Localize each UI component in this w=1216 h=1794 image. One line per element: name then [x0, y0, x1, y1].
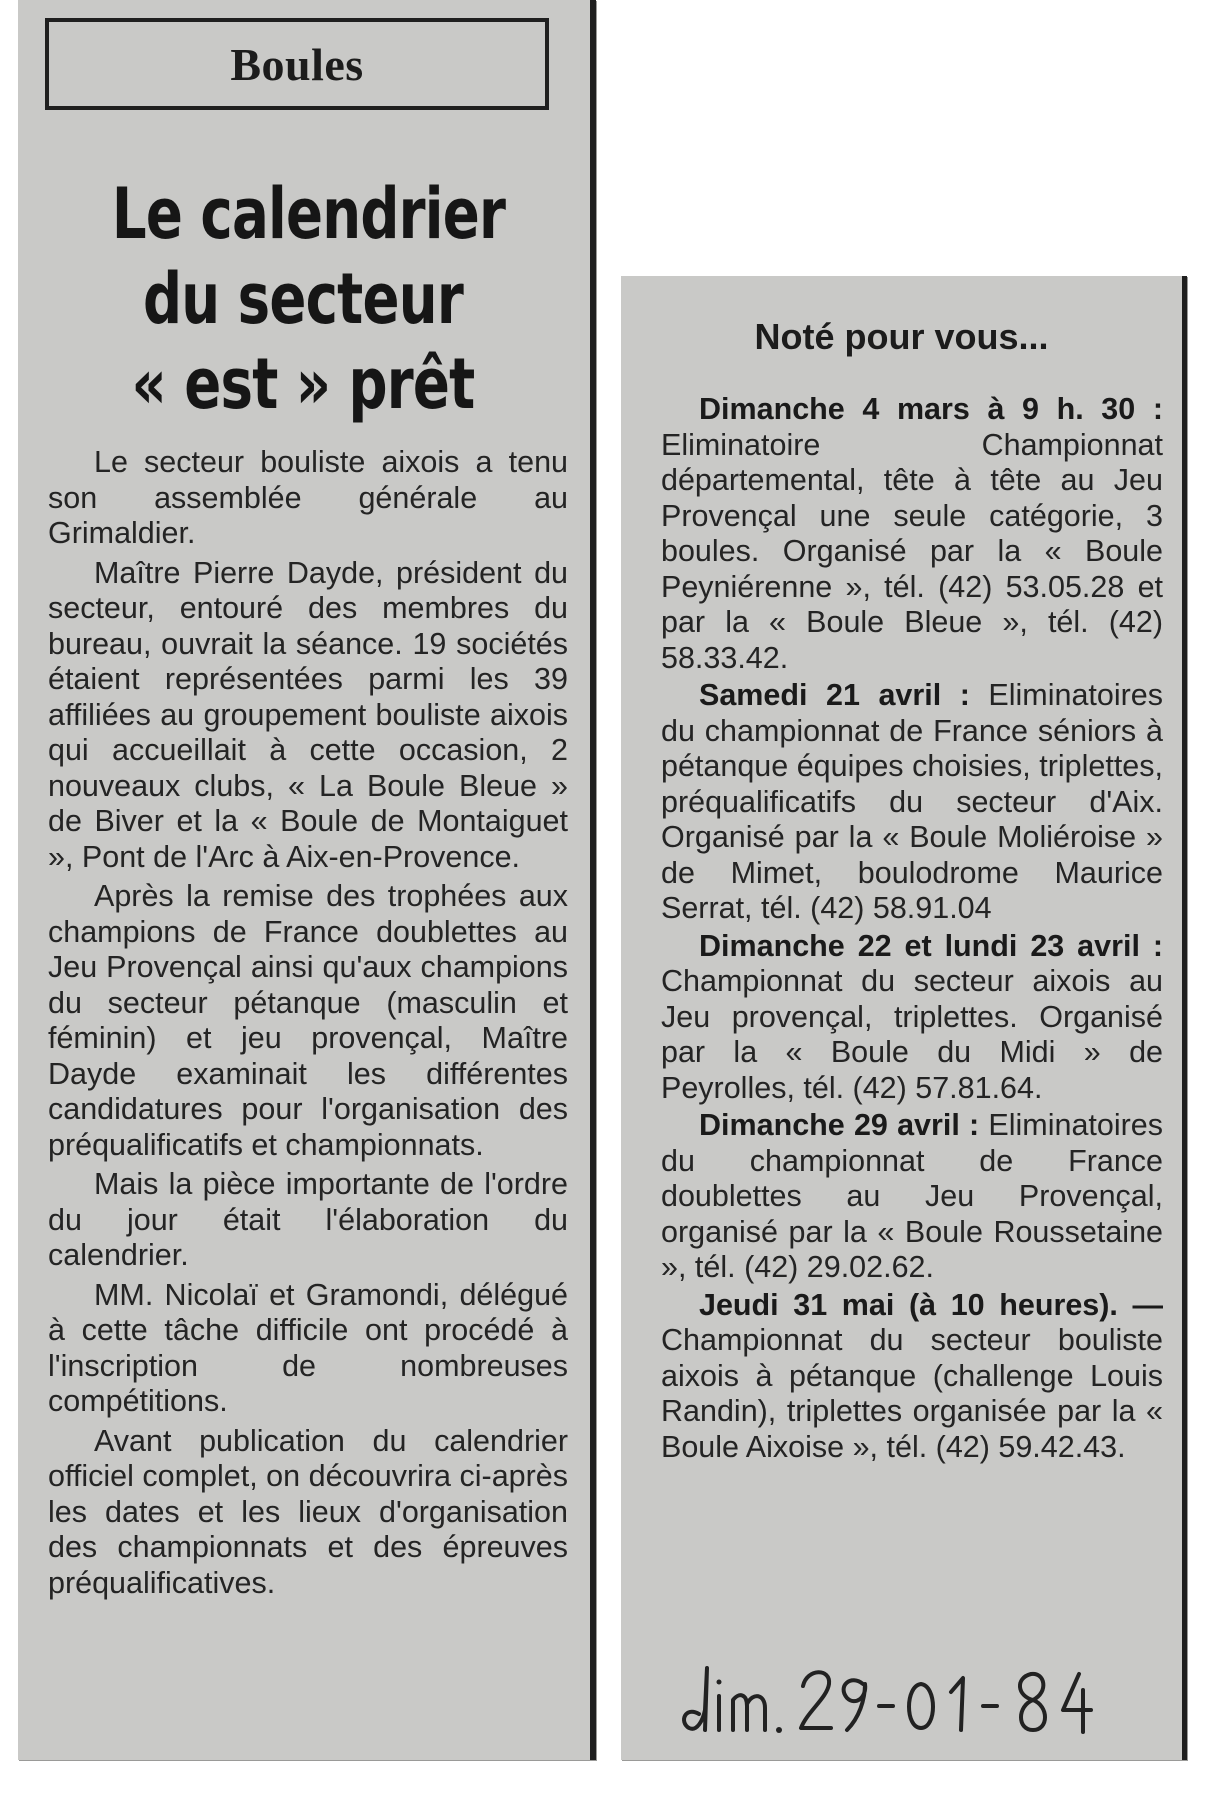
- article-paragraph: Le secteur bouliste aixois a tenu son assemblée générale au Grimaldier.: [48, 445, 568, 550]
- headline-line: Le calendrier: [111, 173, 506, 255]
- rubric-box: [45, 18, 549, 110]
- article-paragraph: Maître Pierre Dayde, président du secteur, entouré des membres du bureau, ouvrait la séance. 19 sociétés étaient représentées parmi les 39 affiliées au groupement bouliste aixois qui accueillait à cette occasion, 2 nouveaux clubs, « La Boule Bleue » de Biver et la « Boule de Montaiguet », Pont de l'Arc à Aix-en-Provence.: [48, 555, 568, 874]
- column-rule: [1182, 276, 1187, 1760]
- calendar-list: [661, 392, 1163, 1467]
- headline-line: du secteur: [143, 258, 463, 340]
- entry-text: Championnat du secteur aixois au Jeu provençal, triplettes. Organisé par la « Boule du Midi » de Peyrolles, tél. (42) 57.81.64.: [661, 964, 1163, 1105]
- entry-date: Dimanche 4 mars à 9 h. 30 :: [699, 392, 1163, 426]
- left-clipping: [18, 0, 596, 1760]
- entry-text: Eliminatoire Championnat départemental, tête à tête au Jeu Provençal une seule catégorie, 3 boules. Organisé par la « Boule Peyniérenne », tél. (42) 53.05.28 et par la « Boule Bleue », tél. (42) 58.33.42.: [661, 427, 1163, 675]
- calendar-entry: [661, 392, 1163, 676]
- entry-text: Eliminatoires du championnat de France doublettes au Jeu Provençal, organisé par la « Boule Roussetaine », tél. (42) 29.02.62.: [661, 1108, 1163, 1284]
- handwritten-date-annotation: [671, 1644, 1141, 1744]
- entry-date: Samedi 21 avril :: [699, 678, 970, 712]
- section-title: Noté pour vous...: [754, 316, 1049, 357]
- entry-text: Eliminatoires du championnat de France séniors à pétanque équipes choisies, triplettes, préqualificatifs du secteur d'Aix. Organisé par la « Boule Moliéroise » de Mimet, boulodrome Maurice Serrat, tél. (42) 58.91.04: [661, 678, 1163, 925]
- article-body: [48, 445, 568, 1605]
- headline: [111, 172, 506, 427]
- article-paragraph: MM. Nicolaï et Gramondi, délégué à cette tâche difficile ont procédé à l'inscription de nombreuses compétitions.: [48, 1277, 568, 1418]
- entry-date: Dimanche 22 et lundi 23 avril :: [699, 928, 1163, 963]
- entry-text: Championnat du secteur bouliste aixois à pétanque (challenge Louis Randin), triplettes organisée par la « Boule Aixoise », tél. (42) 59.42.43.: [661, 1323, 1163, 1464]
- entry-date: Dimanche 29 avril :: [699, 1108, 980, 1142]
- calendar-entry: [661, 678, 1163, 927]
- right-clipping: [621, 276, 1187, 1760]
- article-paragraph: Mais la pièce importante de l'ordre du jour était l'élaboration du calendrier.: [48, 1167, 568, 1272]
- headline-line: « est » prêt: [131, 343, 475, 425]
- rubric-label: Boules: [230, 38, 364, 90]
- entry-date: Jeudi 31 mai (à 10 heures). —: [699, 1287, 1163, 1322]
- article-paragraph: Avant publication du calendrier officiel complet, on découvrira ci-après les dates et les lieux d'organisation des championnats et des épreuves préqualificatives.: [48, 1423, 568, 1600]
- calendar-entry: [661, 1108, 1163, 1286]
- article-paragraph: Après la remise des trophées aux champions de France doublettes au Jeu Provençal ainsi qu'aux champions du secteur pétanque (masculin et féminin) et jeu provençal, Maître Dayde examinait les différentes candidatures pour l'organisation des préqualificatifs et championnats.: [48, 879, 568, 1162]
- column-rule: [590, 0, 596, 1760]
- calendar-entry: [661, 929, 1163, 1107]
- calendar-entry: [661, 1288, 1163, 1466]
